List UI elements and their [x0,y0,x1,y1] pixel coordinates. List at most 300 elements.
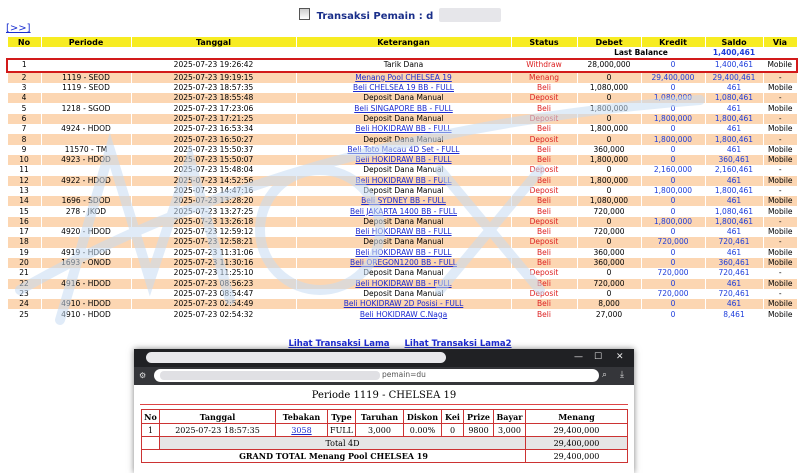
row-tanggal: 2025-07-23 08:54:47 [131,289,296,299]
table-row [7,165,797,175]
row-kredit: 0 [641,124,705,134]
row-no: 5 [7,103,41,113]
bet-col-kei: Kei [442,410,464,424]
row-keterangan: Deposit Dana Manual [296,165,511,175]
grand-total-label: GRAND TOTAL Menang Pool CHELSEA 19 [142,450,526,463]
row-saldo: 720,461 [705,289,763,299]
row-no: 15 [7,206,41,216]
row-keterangan: Deposit Dana Manual [296,289,511,299]
bet-no: 1 [142,424,160,437]
url-field[interactable] [154,369,599,382]
row-kredit: 0 [641,258,705,268]
table-row [7,186,797,196]
row-via: Mobile [763,145,797,155]
row-no: 9 [7,145,41,155]
total-4d-value: 29,400,000 [526,437,628,450]
table-row [7,124,797,134]
col-header-tanggal: Tanggal [131,37,296,48]
row-kredit: 1,800,000 [641,114,705,124]
row-no: 20 [7,258,41,268]
table-row [7,145,797,155]
bet-col-no: No [142,410,160,424]
row-saldo: 1,800,461 [705,186,763,196]
table-row [7,258,797,268]
row-keterangan[interactable]: Beli HOKIDRAW BB - FULL [296,176,511,186]
row-tanggal: 2025-07-23 19:19:15 [131,72,296,83]
row-debet: 0 [577,114,641,124]
row-status: Beli [511,279,577,289]
row-no: 12 [7,176,41,186]
row-tanggal: 2025-07-23 18:57:35 [131,83,296,93]
last-balance-label: Last Balance [577,48,705,60]
row-periode: 4920 - HDOD [41,227,131,237]
row-kredit: 29,400,000 [641,72,705,83]
table-row [7,103,797,113]
row-kredit: 0 [641,59,705,71]
minimize-icon[interactable]: — [574,352,583,362]
row-via: Mobile [763,59,797,71]
col-header-keterangan: Keterangan [296,37,511,48]
row-keterangan: Deposit Dana Manual [296,114,511,124]
row-keterangan: Deposit Dana Manual [296,186,511,196]
row-via: Mobile [763,299,797,309]
row-via: Mobile [763,206,797,216]
row-debet: 0 [577,93,641,103]
row-status: Deposit [511,114,577,124]
row-status: Beli [511,299,577,309]
row-kredit: 0 [641,248,705,258]
row-kredit: 720,000 [641,268,705,278]
row-status: Beli [511,145,577,155]
bet-table-header [142,410,628,424]
bet-menang: 29,400,000 [526,424,628,437]
row-kredit: 720,000 [641,237,705,247]
table-row [7,237,797,247]
bet-diskon: 0.00% [404,424,442,437]
col-header-saldo: Saldo [705,37,763,48]
row-via: - [763,268,797,278]
row-kredit: 1,800,000 [641,186,705,196]
row-periode: 4916 - HDOD [41,279,131,289]
row-saldo: 360,461 [705,155,763,165]
table-row [7,59,797,71]
table-row [7,176,797,186]
row-periode [41,289,131,299]
last-balance-row [7,48,797,60]
row-periode: 1693 - ONOD [41,258,131,268]
row-status: Deposit [511,93,577,103]
row-keterangan[interactable]: Beli SINGAPORE BB - FULL [296,103,511,113]
row-periode [41,237,131,247]
row-saldo: 461 [705,83,763,93]
row-keterangan[interactable]: Beli SYDNEY BB - FULL [296,196,511,206]
row-saldo: 1,800,461 [705,114,763,124]
col-header-kredit: Kredit [641,37,705,48]
row-status: Menang [511,72,577,83]
row-tanggal: 2025-07-23 15:50:37 [131,145,296,155]
transaction-table [6,36,798,320]
row-periode: 4923 - HDOD [41,155,131,165]
row-debet: 0 [577,217,641,227]
row-periode: 1119 - SEOD [41,83,131,93]
row-tanggal: 2025-07-23 02:54:49 [131,299,296,309]
row-debet: 1,800,000 [577,176,641,186]
row-via: Mobile [763,83,797,93]
row-debet: 0 [577,165,641,175]
row-status: Withdraw [511,59,577,71]
row-tanggal: 2025-07-23 16:50:27 [131,134,296,144]
row-periode: 4910 - HDOD [41,299,131,309]
link-transaksi-lama2[interactable]: Lihat Transaksi Lama2 [404,339,512,349]
bet-col-menang: Menang [526,410,628,424]
row-periode: 4919 - HDOD [41,248,131,258]
row-no: 14 [7,196,41,206]
row-tanggal: 2025-07-23 11:31:06 [131,248,296,258]
row-no: 21 [7,268,41,278]
popup-address-bar [134,367,634,385]
maximize-icon[interactable]: ☐ [594,352,603,362]
row-periode: 278 - JKOD [41,206,131,216]
bet-col-type: Type [328,410,356,424]
page-header [0,8,800,24]
row-saldo: 1,080,461 [705,93,763,103]
row-via: - [763,237,797,247]
row-via: Mobile [763,309,797,319]
row-status: Beli [511,206,577,216]
table-row [7,309,797,319]
row-status: Deposit [511,217,577,227]
row-saldo: 1,080,461 [705,206,763,216]
row-periode: 1696 - SDOD [41,196,131,206]
row-no: 2 [7,72,41,83]
table-row [7,206,797,216]
url-tail-text: pemain=du [382,370,426,379]
bet-taruhan: 3,000 [356,424,404,437]
row-via: Mobile [763,155,797,165]
row-tanggal: 2025-07-23 15:50:07 [131,155,296,165]
row-keterangan[interactable]: Beli JAKARTA 1400 BB - FULL [296,206,511,216]
row-via: Mobile [763,176,797,186]
row-keterangan[interactable]: Beli HOKIDRAW BB - FULL [296,155,511,165]
row-periode: 1119 - SEOD [41,72,131,83]
row-periode [41,217,131,227]
row-via: - [763,217,797,227]
total-4d-row [142,437,628,450]
bet-col-taruhan: Taruhan [356,410,404,424]
row-tanggal: 2025-07-23 08:56:23 [131,279,296,289]
row-saldo: 360,461 [705,258,763,268]
next-page-link[interactable]: [>>] [6,23,31,34]
table-row [7,289,797,299]
bet-col-bayar: Bayar [494,410,526,424]
row-via: Mobile [763,196,797,206]
table-row [7,248,797,258]
row-no: 17 [7,227,41,237]
row-kredit: 0 [641,83,705,93]
row-debet: 28,000,000 [577,59,641,71]
row-no: 10 [7,155,41,165]
row-debet: 360,000 [577,258,641,268]
bet-detail-table [141,409,628,463]
row-tanggal: 2025-07-23 14:47:16 [131,186,296,196]
row-saldo: 461 [705,176,763,186]
row-debet: 0 [577,134,641,144]
row-saldo: 1,400,461 [705,59,763,71]
row-kredit: 1,800,000 [641,217,705,227]
grand-total-value: 29,400,000 [526,450,628,463]
row-debet: 1,800,000 [577,103,641,113]
row-no: 1 [7,59,41,71]
row-tanggal: 2025-07-23 17:23:06 [131,103,296,113]
bet-col-prize: Prize [464,410,494,424]
col-header-periode: Periode [41,37,131,48]
row-keterangan: Deposit Dana Manual [296,237,511,247]
table-row [7,114,797,124]
row-no: 6 [7,114,41,124]
row-kredit: 0 [641,279,705,289]
row-periode [41,59,131,71]
col-header-status: Status [511,37,577,48]
row-saldo: 2,160,461 [705,165,763,175]
row-debet: 360,000 [577,248,641,258]
row-debet: 360,000 [577,145,641,155]
row-via: Mobile [763,227,797,237]
row-debet: 0 [577,72,641,83]
bet-col-diskon: Diskon [404,410,442,424]
row-tanggal: 2025-07-23 12:58:21 [131,237,296,247]
row-status: Beli [511,155,577,165]
row-saldo: 461 [705,145,763,155]
table-row [7,227,797,237]
row-debet: 1,800,000 [577,155,641,165]
row-debet: 720,000 [577,227,641,237]
row-kredit: 1,800,000 [641,134,705,144]
row-tanggal: 2025-07-23 13:28:20 [131,196,296,206]
popup-window [134,349,634,473]
redacted-player-name [439,8,501,22]
row-via: - [763,289,797,299]
row-status: Deposit [511,165,577,175]
row-saldo: 461 [705,103,763,113]
bottom-links [0,339,800,349]
row-debet: 1,800,000 [577,124,641,134]
row-periode [41,93,131,103]
row-periode [41,165,131,175]
row-saldo: 461 [705,196,763,206]
row-kredit: 0 [641,206,705,216]
row-saldo: 461 [705,299,763,309]
row-saldo: 29,400,461 [705,72,763,83]
row-tanggal: 2025-07-23 14:52:56 [131,176,296,186]
row-periode: 4910 - HDOD [41,309,131,319]
table-row [7,134,797,144]
row-tanggal: 2025-07-23 12:59:12 [131,227,296,237]
row-debet: 0 [577,186,641,196]
row-kredit: 720,000 [641,289,705,299]
row-tanggal: 2025-07-23 16:53:34 [131,124,296,134]
row-status: Deposit [511,186,577,196]
row-saldo: 720,461 [705,268,763,278]
row-saldo: 461 [705,248,763,258]
row-via: - [763,114,797,124]
image-icon [299,8,310,20]
table-header-row [7,37,797,48]
row-no: 19 [7,248,41,258]
zoom-icon[interactable]: ⌕ [602,370,608,380]
row-periode: 11570 - TM [41,145,131,155]
row-no: 24 [7,299,41,309]
row-kredit: 0 [641,309,705,319]
table-row [7,155,797,165]
row-periode: 1218 - SGOD [41,103,131,113]
row-tanggal: 2025-07-23 19:26:42 [131,59,296,71]
row-debet: 1,080,000 [577,196,641,206]
table-row [7,196,797,206]
row-saldo: 461 [705,227,763,237]
table-row [7,93,797,103]
row-status: Deposit [511,134,577,144]
row-tanggal: 2025-07-23 11:30:16 [131,258,296,268]
row-kredit: 0 [641,299,705,309]
row-status: Beli [511,124,577,134]
row-debet: 720,000 [577,279,641,289]
bet-tebakan-link[interactable]: 3058 [276,424,328,437]
row-saldo: 461 [705,279,763,289]
header-player-label: Pemain : d [373,11,434,22]
row-keterangan[interactable]: Beli Toto Macau 4D Set - FULL [296,145,511,155]
row-periode: 4924 - HDOD [41,124,131,134]
popup-titlebar [134,349,634,367]
row-keterangan[interactable]: Beli CHELSEA 19 BB - FULL [296,83,511,93]
row-periode [41,134,131,144]
row-no: 18 [7,237,41,247]
table-row [7,72,797,83]
row-kredit: 0 [641,176,705,186]
row-keterangan[interactable]: Beli HOKIDRAW BB - FULL [296,124,511,134]
row-tanggal: 2025-07-23 17:21:25 [131,114,296,124]
row-keterangan: Tarik Dana [296,59,511,71]
bet-kei: 0 [442,424,464,437]
bet-row [142,424,628,437]
row-debet: 0 [577,237,641,247]
bet-tanggal: 2025-07-23 18:57:35 [160,424,276,437]
row-no: 13 [7,186,41,196]
row-status: Beli [511,258,577,268]
row-keterangan[interactable]: Beli OREGON1200 BB - FULL [296,258,511,268]
row-keterangan[interactable]: Beli HOKIDRAW BB - FULL [296,279,511,289]
row-tanggal: 2025-07-23 13:26:18 [131,217,296,227]
col-header-debet: Debet [577,37,641,48]
row-no: 11 [7,165,41,175]
redacted-window-title [146,352,446,363]
download-icon[interactable]: ⤓ [620,370,624,380]
row-no: 3 [7,83,41,93]
bet-type: FULL [328,424,356,437]
table-row [7,83,797,93]
row-no: 16 [7,217,41,227]
row-saldo: 8,461 [705,309,763,319]
row-tanggal: 2025-07-23 02:54:32 [131,309,296,319]
close-icon[interactable]: ✕ [616,352,624,362]
row-periode [41,186,131,196]
row-status: Beli [511,103,577,113]
row-periode: 4922 - HDOD [41,176,131,186]
bet-prize: 9800 [464,424,494,437]
row-kredit: 0 [641,155,705,165]
row-tanggal: 2025-07-23 18:55:48 [131,93,296,103]
row-keterangan[interactable]: Beli HOKIDRAW 2D Posisi - FULL [296,299,511,309]
table-row [7,217,797,227]
row-status: Deposit [511,289,577,299]
row-kredit: 2,160,000 [641,165,705,175]
row-keterangan[interactable]: Beli HOKIDRAW C.Naga [296,309,511,319]
popup-title: Periode 1119 - CHELSEA 19 [311,390,457,401]
row-no: 7 [7,124,41,134]
link-transaksi-lama[interactable]: Lihat Transaksi Lama [288,339,390,349]
row-debet: 720,000 [577,206,641,216]
row-status: Beli [511,309,577,319]
redacted-url [160,371,380,380]
row-via: Mobile [763,124,797,134]
row-saldo: 1,800,461 [705,217,763,227]
row-tanggal: 2025-07-23 13:27:25 [131,206,296,216]
row-status: Deposit [511,268,577,278]
row-via: Mobile [763,103,797,113]
row-status: Beli [511,227,577,237]
row-keterangan[interactable]: Menang Pool CHELSEA 19 [296,72,511,83]
row-no: 4 [7,93,41,103]
row-no: 22 [7,279,41,289]
row-via: - [763,134,797,144]
row-keterangan: Deposit Dana Manual [296,134,511,144]
grand-total-row [142,450,628,463]
row-keterangan: Deposit Dana Manual [296,217,511,227]
tune-icon[interactable]: ⚙ [139,371,147,380]
row-kredit: 0 [641,227,705,237]
row-periode [41,268,131,278]
last-balance-value: 1,400,461 [705,48,763,60]
row-via: - [763,165,797,175]
row-via: Mobile [763,258,797,268]
row-via: - [763,93,797,103]
row-keterangan: Deposit Dana Manual [296,268,511,278]
table-row [7,299,797,309]
row-keterangan[interactable]: Beli HOKIDRAW BB - FULL [296,227,511,237]
row-kredit: 0 [641,196,705,206]
row-via: Mobile [763,279,797,289]
row-status: Beli [511,176,577,186]
row-periode [41,114,131,124]
row-saldo: 720,461 [705,237,763,247]
col-header-no: No [7,37,41,48]
row-via: - [763,72,797,83]
row-keterangan[interactable]: Beli HOKIDRAW BB - FULL [296,248,511,258]
row-debet: 8,000 [577,299,641,309]
row-via: Mobile [763,248,797,258]
row-tanggal: 2025-07-23 11:25:10 [131,268,296,278]
header-title-prefix: Transaksi [316,11,370,22]
row-status: Deposit [511,237,577,247]
table-row [7,268,797,278]
row-no: 25 [7,309,41,319]
row-saldo: 1,800,461 [705,134,763,144]
col-header-via: Via [763,37,797,48]
row-tanggal: 2025-07-23 15:48:04 [131,165,296,175]
bet-col-tebakan: Tebakan [276,410,328,424]
row-kredit: 0 [641,145,705,155]
row-no: 23 [7,289,41,299]
bet-col-tanggal: Tanggal [160,410,276,424]
